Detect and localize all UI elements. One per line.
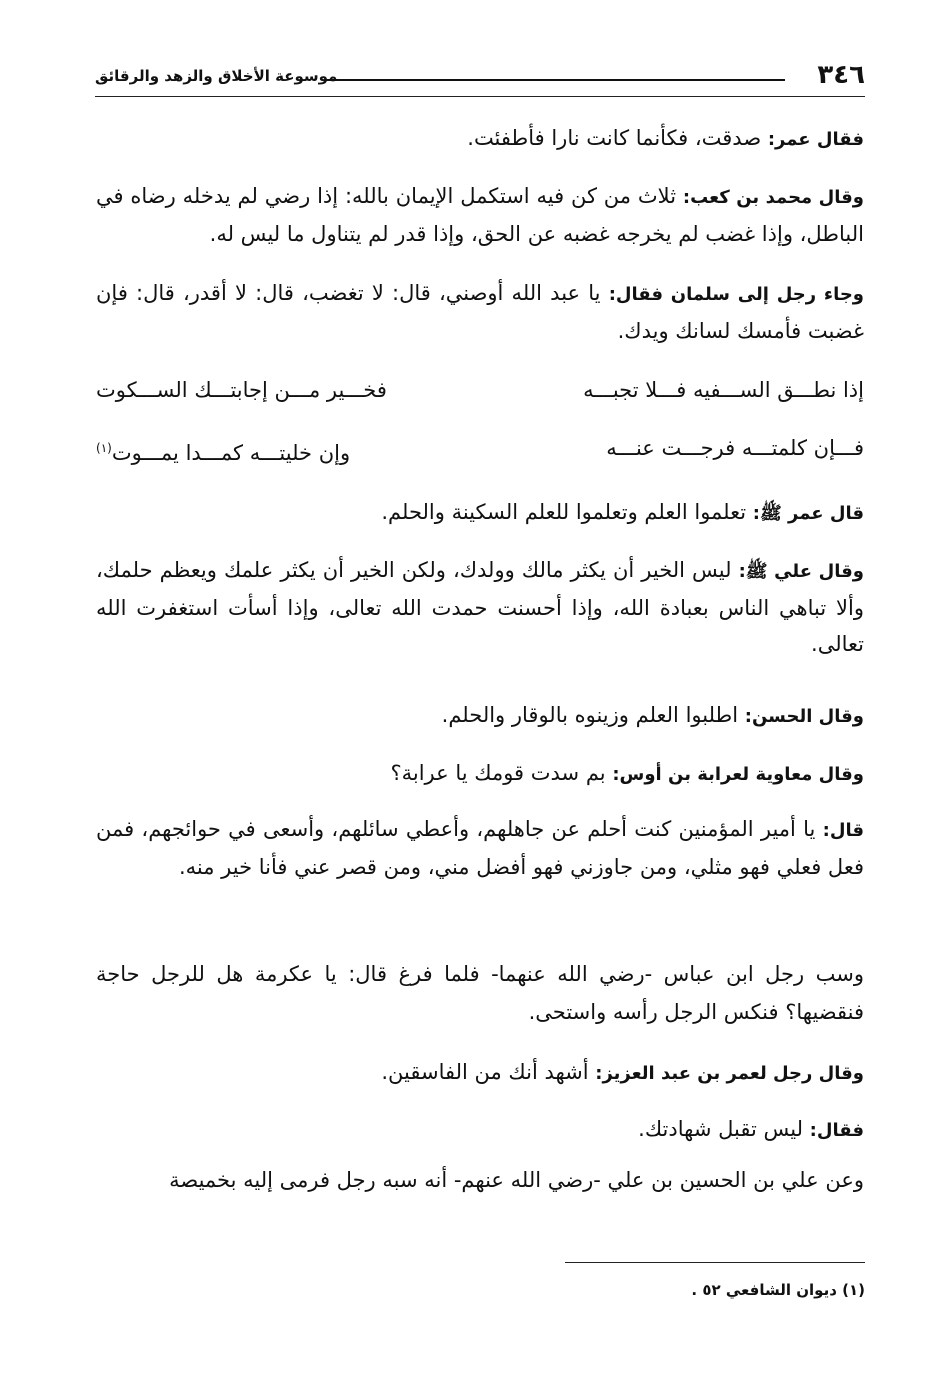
verse-second-hemistich	[96, 430, 350, 471]
paragraph	[96, 178, 864, 252]
verse-second-hemistich-text: وإن خليتـــه كمـــدا يمـــوت	[111, 441, 351, 465]
paragraph-text: يا أمير المؤمنين كنت أحلم عن جاهلهم، وأعطي سائلهم، وأسعى في حوائجهم، فمن فعل فعلي فهو مثلي، ومن جاوزني فهو أفضل مني، ومن قصر عني فأنا خير منه.	[96, 817, 864, 879]
footnote: (١) ديوان الشافعي ٥٢ .	[691, 1281, 865, 1299]
verse-second-hemistich: فخـــير مـــن إجابتـــك الســـكوت	[96, 378, 387, 402]
paragraph	[96, 1162, 864, 1200]
paragraph-text: صدقت، فكأنما كانت نارا فأطفئت.	[467, 126, 768, 150]
poem-verse	[96, 372, 864, 408]
footnote-rule	[565, 1262, 865, 1263]
speaker-label: وقال الحسن:	[744, 706, 864, 727]
paragraph	[96, 1111, 864, 1149]
paragraph	[96, 811, 864, 885]
paragraph-text: أشهد أنك من الفاسقين.	[381, 1060, 596, 1084]
paragraph-text: ثلاث من كن فيه استكمل الإيمان بالله: إذا رضي لم يدخله رضاه في الباطل، وإذا غضب لم يخرجه غضبه عن الحق، وإذا قدر لم يتناول ما ليس له.	[96, 184, 864, 246]
poem-verse	[96, 430, 864, 466]
paragraph	[96, 755, 864, 793]
header-rule	[325, 79, 785, 81]
paragraph	[96, 956, 864, 1030]
paragraph-text: اطلبوا العلم وزينوه بالوقار والحلم.	[441, 703, 745, 727]
page-header	[95, 58, 865, 98]
paragraph-text: ليس الخير أن يكثر مالك وولدك، ولكن الخير أن يكثر علمك ويعظم حلمك، وألا تباهي الناس بعبادة الله، وإذا أحسنت حمدت الله تعالى، وإذا أسأت استغفرت الله تعالى.	[96, 558, 864, 656]
speaker-label: فقال عمر:	[767, 129, 864, 150]
speaker-label: وقال رجل لعمر بن عبد العزيز:	[595, 1063, 864, 1084]
page-number: ٣٤٦	[817, 60, 865, 90]
speaker-label: قال:	[822, 820, 864, 841]
footnote-marker: (١)	[96, 441, 112, 455]
header-underline	[95, 96, 865, 97]
speaker-label: وقال معاوية لعرابة بن أوس:	[612, 764, 864, 785]
speaker-label: وجاء رجل إلى سلمان فقال:	[608, 284, 864, 305]
paragraph	[96, 275, 864, 349]
speaker-label: وقال علي ﷺ:	[738, 561, 864, 582]
paragraph	[96, 697, 864, 735]
speaker-label: وقال محمد بن كعب:	[682, 187, 864, 208]
paragraph	[96, 1054, 864, 1092]
paragraph	[96, 494, 864, 532]
paragraph-text: وسب رجل ابن عباس -رضي الله عنهما- فلما فرغ قال: يا عكرمة هل للرجل حاجة فنقضيها؟ فنكس الرجل رأسه واستحى.	[96, 962, 864, 1024]
speaker-label: قال عمر ﷺ:	[752, 503, 864, 524]
running-title: موسوعة الأخلاق والزهد والرقائق	[95, 67, 338, 85]
paragraph-text: وعن علي بن الحسين بن علي -رضي الله عنهم- أنه سبه رجل فرمى إليه بخميصة	[169, 1168, 864, 1192]
paragraph-text: ليس تقبل شهادتك.	[638, 1117, 810, 1141]
paragraph	[96, 120, 864, 158]
speaker-label: فقال:	[809, 1120, 864, 1141]
paragraph-text: بم سدت قومك يا عرابة؟	[390, 761, 613, 785]
paragraph	[96, 552, 864, 662]
verse-first-hemistich: إذا نطـــق الســـفيه فـــلا تجبـــه	[583, 378, 864, 402]
paragraph-text: تعلموا العلم وتعلموا للعلم السكينة والحلم.	[381, 500, 753, 524]
verse-first-hemistich: فـــإن كلمتـــه فرجـــت عنـــه	[606, 436, 864, 460]
paragraph-text: يا عبد الله أوصني، قال: لا تغضب، قال: لا أقدر، قال: فإن غضبت فأمسك لسانك ويدك.	[96, 281, 864, 343]
